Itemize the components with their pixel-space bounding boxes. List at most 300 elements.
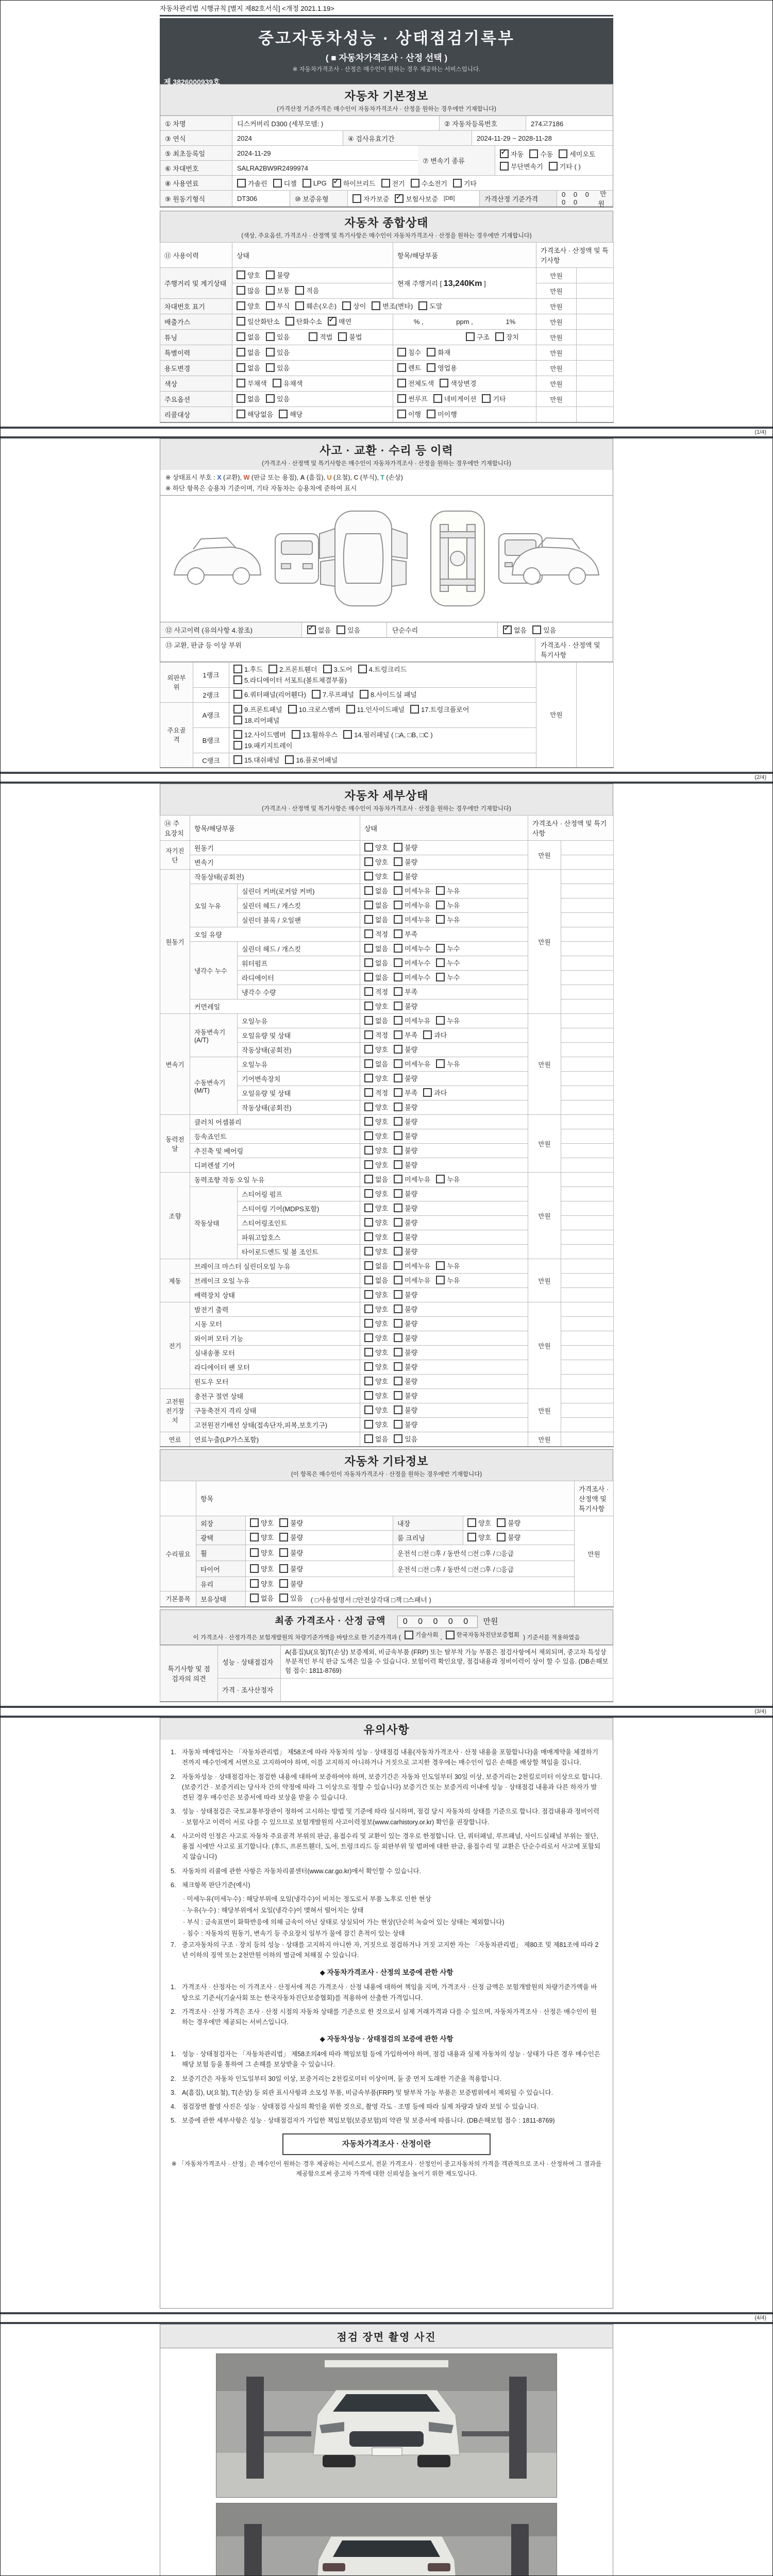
checkbox-불량: 불량 xyxy=(394,1116,417,1126)
checkbox-icon xyxy=(427,348,435,357)
checkbox-icon xyxy=(394,987,402,996)
item-label: 작동상태(공회전) xyxy=(238,1043,360,1057)
notes-cell xyxy=(561,1375,614,1389)
notice-box-title: 자동차가격조사 · 산정이란 xyxy=(282,2133,491,2155)
item-label: 디퍼렌셜 기어 xyxy=(190,1158,360,1173)
state-options xyxy=(360,1317,528,1331)
notes-cell xyxy=(561,1115,614,1129)
checkbox-icon xyxy=(364,1045,373,1054)
checkbox-icon xyxy=(427,410,435,418)
item-cell xyxy=(393,407,536,422)
checkbox-불량: 불량 xyxy=(394,1318,417,1328)
checkbox-누유: 누유 xyxy=(436,1059,460,1069)
checkbox-8.사이드실 패널: 8.사이드실 패널 xyxy=(360,689,417,699)
checkbox-icon xyxy=(250,1579,259,1588)
page-break-1 xyxy=(1,427,772,438)
checkbox-icon xyxy=(364,915,373,924)
checkbox-icon xyxy=(364,1276,373,1284)
item-label: 워터펌프 xyxy=(238,956,360,971)
state-cell xyxy=(232,361,393,376)
page-marker-1: (1/4) xyxy=(754,429,766,435)
checkbox-양호: 양호 xyxy=(364,1217,388,1227)
item-label: 휠 xyxy=(196,1545,246,1561)
checkbox-미세누유: 미세누유 xyxy=(394,1261,430,1270)
checkbox-icon xyxy=(364,1189,373,1198)
checkbox-icon xyxy=(394,1074,402,1082)
item-label: 타이로드엔드 및 볼 조인트 xyxy=(238,1245,360,1259)
vin-value: SALRA2BW9R2499974 xyxy=(232,161,418,176)
checkbox-양호: 양호 xyxy=(250,1579,274,1588)
transmission-options xyxy=(495,146,613,176)
item-label: 등속죠인트 xyxy=(190,1129,360,1144)
checkbox-icon xyxy=(237,410,245,418)
state-options xyxy=(360,1389,528,1403)
checkbox-불량: 불량 xyxy=(279,1564,303,1573)
state-options xyxy=(360,1158,528,1173)
checkbox-icon xyxy=(364,1261,373,1270)
detail-table-wrap xyxy=(160,815,613,1447)
checkbox-불량: 불량 xyxy=(394,1391,417,1400)
item-label: 원동기 xyxy=(190,841,360,855)
state-options xyxy=(360,1043,528,1057)
checkbox-icon xyxy=(394,1276,402,1284)
checkbox-icon xyxy=(394,1131,402,1140)
device-label: 자기진단 xyxy=(160,841,190,870)
checkbox-없음: 없음 xyxy=(237,347,260,357)
label: ⑧ 사용연료 xyxy=(160,176,232,191)
accident-history-row xyxy=(160,622,613,638)
checkbox-적정: 적정 xyxy=(364,1088,388,1097)
notice-item: 5. 보증에 관한 세부사항은 성능 · 상태점검자가 가입한 책임보험(보증보험)의 약관 및 보증서에 따릅니다. (DB손해보험 접수 : 1811-8769) xyxy=(171,2117,555,2125)
checkbox-icon xyxy=(364,1030,373,1039)
notes-cell xyxy=(561,841,614,855)
checkbox-icon xyxy=(411,179,419,188)
exchange-label: ⑬ 교환, 판금 등 이상 부위 xyxy=(160,638,535,662)
page-break-3 xyxy=(1,1706,772,1718)
checkbox-양호: 양호 xyxy=(364,1189,388,1198)
checkbox-없음: 없음 xyxy=(364,1275,388,1285)
device-label: 제동 xyxy=(160,1259,190,1302)
notes-cell xyxy=(561,1201,614,1216)
checkbox-icon xyxy=(466,332,475,341)
checkbox-LPG: LPG xyxy=(303,179,327,188)
checkbox-이행: 이행 xyxy=(397,409,421,419)
checkbox-icon xyxy=(440,379,448,387)
checkbox-icon xyxy=(394,973,402,981)
checkbox-icon xyxy=(364,1016,373,1025)
checkbox-부족: 부족 xyxy=(394,1030,417,1040)
notice-heading: ◆ 자동차가격조사 · 산정의 보증에 관한 사항 xyxy=(320,1968,453,1976)
state-options xyxy=(360,899,528,913)
damage-code-legend: ※ 상태표시 부호 : X (교환), W (판금 또는 용접), A (흠집), U (요철), C (부식), T (손상) ※ 하단 항목은 승용차 기준이며, 기타 자동차는 승용차에 준하여 표시 xyxy=(160,470,613,496)
simple-repair-options xyxy=(498,622,613,637)
photo-section xyxy=(160,2348,613,2576)
price-cell: 만원 xyxy=(536,392,577,407)
state-options xyxy=(360,971,528,985)
checkbox-icon xyxy=(295,286,304,295)
checkbox-icon xyxy=(266,348,275,357)
checkbox-없음: 없음 xyxy=(364,1174,388,1184)
checkbox-icon xyxy=(394,857,402,866)
checkbox-icon xyxy=(436,973,445,981)
item-label: 오일 유량 xyxy=(190,927,360,942)
rank-items xyxy=(229,687,536,702)
notice-title: 유의사항 xyxy=(363,1723,410,1736)
checkbox-icon xyxy=(364,1362,373,1371)
checkbox-icon xyxy=(328,317,337,326)
checkbox-불량: 불량 xyxy=(394,1160,417,1170)
item-label: 배력장치 상태 xyxy=(190,1288,360,1302)
checkbox-누수: 누수 xyxy=(436,972,460,982)
checkbox-불량: 불량 xyxy=(394,871,417,881)
checkbox-icon xyxy=(418,301,427,310)
price-select-note: ※ 자동차가격조사 · 산정은 매수인이 원하는 경우 제공하는 서비스입니다. xyxy=(292,66,481,73)
checkbox-icon xyxy=(323,665,332,673)
checkbox-무단변속기: 무단변속기 xyxy=(500,161,543,171)
price-cell: 만원 xyxy=(536,345,577,361)
checkbox-불량: 불량 xyxy=(394,1001,417,1011)
checkbox-불량: 불량 xyxy=(279,1579,303,1588)
summary-note: (색상, 주요옵션, 가격조사 · 산정액 및 특기사항은 매수인이 자동차가격조사 · 산정을 원하는 경우에만 기재합니다) xyxy=(241,233,532,239)
notes-cell xyxy=(561,1100,614,1115)
checkbox-15.대쉬패널: 15.대쉬패널 xyxy=(233,755,279,765)
final-price-note: 이 가격조사 · 산정가격은 보험개발원의 차량기준가액을 바탕으로 한 기준가격과 ( 기술사회 , 한국자동차진단보증협회 ) 기준서를 적용하였음 xyxy=(160,1631,613,1641)
panel-rank-table-wrap xyxy=(160,662,613,769)
checkbox-미세누유: 미세누유 xyxy=(394,900,430,910)
checkbox-icon xyxy=(279,1533,288,1541)
checkbox-icon xyxy=(346,705,355,714)
notes-cell xyxy=(561,1360,614,1375)
checkbox-보통: 보통 xyxy=(266,285,290,295)
item-label: 실린더 블록 / 오일팬 xyxy=(238,913,360,927)
checkbox-icon xyxy=(250,1564,259,1573)
checkbox-양호: 양호 xyxy=(250,1532,274,1542)
checkbox-icon xyxy=(394,1377,402,1385)
engine-type-value: DT306 xyxy=(232,191,290,207)
car-damage-diagram-wrap xyxy=(160,496,613,622)
checkbox-icon xyxy=(405,1631,413,1639)
checkbox-icon xyxy=(250,1518,259,1527)
basic-info-note: (가격산정 기준가격은 매수인이 자동차가격조사 · 산정을 원하는 경우에만 기재합니다) xyxy=(277,106,496,112)
checkbox-icon xyxy=(394,872,402,880)
state-options xyxy=(360,870,528,884)
etc-title: 자동차 기타정보 xyxy=(344,1455,429,1468)
notes-cell xyxy=(561,1259,614,1274)
checkbox-16.플로어패널: 16.플로어패널 xyxy=(285,755,338,765)
checkbox-불량: 불량 xyxy=(394,1304,417,1314)
item-label: 작동상태(공회전) xyxy=(190,870,360,884)
state-options xyxy=(360,1403,528,1418)
notes-cell xyxy=(577,392,614,407)
checkbox-없음: 없음 xyxy=(237,363,260,372)
checkbox-구조: 구조 xyxy=(466,332,490,342)
opinion-table xyxy=(160,1645,613,1703)
checkbox-icon xyxy=(364,1088,373,1097)
notes-cell xyxy=(561,942,614,956)
item-label: 발전기 출력 xyxy=(190,1302,360,1317)
label: ⑤ 최초등록일 xyxy=(160,146,232,161)
item-label: 작동상태(공회전) xyxy=(238,1100,360,1115)
notes-cell xyxy=(561,1274,614,1288)
checkbox-icon xyxy=(364,1377,373,1385)
state-options xyxy=(360,1100,528,1115)
checkbox-양호: 양호 xyxy=(364,1145,388,1155)
item-label: 룸 크리닝 xyxy=(393,1531,463,1545)
checkbox-icon xyxy=(352,194,361,203)
notes-cell xyxy=(561,956,614,971)
item-cell xyxy=(393,330,536,345)
checkbox-icon xyxy=(233,755,242,764)
item-label: 커먼레일 xyxy=(190,999,360,1014)
checkbox-icon xyxy=(467,1533,476,1541)
checkbox-불량: 불량 xyxy=(266,270,290,280)
checkbox-누유: 누유 xyxy=(436,900,460,910)
state-options xyxy=(360,1259,528,1274)
item-label: 유리 xyxy=(196,1577,246,1591)
checkbox-icon xyxy=(394,1290,402,1299)
checkbox-7.루프패널: 7.루프패널 xyxy=(312,689,354,699)
first-reg-value: 2024-11-29 xyxy=(232,146,418,161)
rank-items xyxy=(229,753,536,768)
checkbox-icon xyxy=(364,1175,373,1183)
checkbox-양호: 양호 xyxy=(364,1001,388,1011)
checkbox-icon xyxy=(309,332,317,341)
damage-code-X: X xyxy=(217,473,222,481)
state-options xyxy=(360,942,528,956)
price-cell: 만원 xyxy=(528,1014,561,1115)
checkbox-양호: 양호 xyxy=(364,1333,388,1343)
checkbox-양호: 양호 xyxy=(364,1391,388,1400)
notes-cell xyxy=(577,407,614,422)
item-cell xyxy=(393,345,536,361)
checkbox-불량: 불량 xyxy=(394,1419,417,1429)
checkbox-icon xyxy=(497,1533,506,1541)
checkbox-icon xyxy=(364,1420,373,1429)
checkbox-미세누수: 미세누수 xyxy=(394,958,430,968)
checkbox-icon xyxy=(394,958,402,967)
notice-band xyxy=(160,1718,613,1740)
checkbox-icon xyxy=(338,332,347,341)
accident-history-options xyxy=(302,622,387,637)
checkbox-누유: 누유 xyxy=(436,1015,460,1025)
price-cell: 만원 xyxy=(528,1173,561,1259)
notes-cell xyxy=(561,899,614,913)
year-value: 2024 xyxy=(232,131,343,146)
checkbox-부식: 부식 xyxy=(266,301,290,311)
checkbox-icon xyxy=(394,886,402,895)
device-label: 전기 xyxy=(160,1302,190,1389)
price-cell: 만원 xyxy=(536,330,577,345)
item-label: 충전구 절연 상태 xyxy=(190,1389,360,1403)
notes-cell xyxy=(561,1288,614,1302)
checkbox-색상변경: 색상변경 xyxy=(440,378,476,388)
document-number: 제 3826000939호 xyxy=(164,78,220,86)
checkbox-양호: 양호 xyxy=(364,1376,388,1386)
checkbox-icon xyxy=(394,1160,402,1169)
checkbox-6.쿼터패널(리어휀다): 6.쿼터패널(리어휀다) xyxy=(233,689,306,699)
state-options xyxy=(360,1360,528,1375)
checkbox-불법: 불법 xyxy=(338,332,362,342)
checkbox-변조(변타): 변조(변타) xyxy=(372,301,413,311)
checkbox-수소전기: 수소전기 xyxy=(411,178,447,188)
checkbox-icon xyxy=(394,1189,402,1198)
label: ⑦ 변속기 종류 xyxy=(418,146,495,176)
checkbox-icon xyxy=(394,1362,402,1371)
checkbox-icon xyxy=(364,1059,373,1068)
checkbox-icon xyxy=(273,179,282,188)
checkbox-없음: 없음 xyxy=(364,1434,388,1444)
checkbox-icon xyxy=(394,901,402,909)
state-options xyxy=(360,1201,528,1216)
summary-table-wrap xyxy=(160,242,613,423)
subgroup-label: 수동변속기 (M/T) xyxy=(190,1057,238,1115)
item-label: 브레이크 오일 누유 xyxy=(190,1274,360,1288)
checkbox-icon xyxy=(279,1579,288,1588)
item-label: 클러치 어셈블리 xyxy=(190,1115,360,1129)
checkbox-icon xyxy=(364,1117,373,1126)
checkbox-icon xyxy=(237,270,245,279)
checkbox-icon xyxy=(360,690,368,699)
price-header: 가격조사 · 산정액 및 특기사항 xyxy=(541,641,600,659)
notice-subitem: · 부식 : 금속표면이 화학반응에 의해 금속이 아닌 상태로 상실되어 가는 현상(단순히 녹슬어 있는 상태는 제외합니다) xyxy=(183,1918,505,1926)
checkbox-양호: 양호 xyxy=(364,871,388,881)
checkbox-미세누유: 미세누유 xyxy=(394,1275,430,1285)
checkbox-상이: 상이 xyxy=(342,301,366,311)
checkbox-양호: 양호 xyxy=(364,842,388,852)
page-title: 중고자동차성능 · 상태점검기록부 xyxy=(258,29,515,47)
etc-band xyxy=(160,1449,613,1481)
rank-label: B랭크 xyxy=(193,727,229,753)
warranty-options xyxy=(348,191,480,207)
checkbox-양호: 양호 xyxy=(250,1518,274,1528)
inspector-label: 성능 · 상태점검자 xyxy=(218,1645,281,1678)
notes-cell xyxy=(561,985,614,999)
use-history-label: 튜닝 xyxy=(160,330,232,345)
checkbox-icon xyxy=(397,363,406,372)
state-options xyxy=(360,1331,528,1346)
checkbox-icon xyxy=(549,162,558,171)
item-label: 내장 xyxy=(393,1516,463,1531)
notes-cell xyxy=(577,345,614,361)
checkbox-icon xyxy=(364,1160,373,1169)
checkbox-icon xyxy=(233,675,242,684)
rank-label: A랭크 xyxy=(193,702,229,727)
checkbox-icon xyxy=(394,1434,402,1443)
item-label: 변속기 xyxy=(190,855,360,870)
checkbox-양호: 양호 xyxy=(364,1116,388,1126)
checkbox-양호: 양호 xyxy=(364,1246,388,1256)
state-options xyxy=(360,1086,528,1100)
checkbox-icon xyxy=(423,1088,432,1097)
notes-cell xyxy=(561,1158,614,1173)
checkbox-icon xyxy=(364,929,373,938)
notes-cell xyxy=(561,855,614,870)
state-options xyxy=(360,841,528,855)
checkbox-icon xyxy=(446,1631,455,1639)
checkbox-icon xyxy=(337,625,345,634)
item-label: 연료누출(LP가스포함) xyxy=(190,1432,360,1447)
checkbox-icon xyxy=(250,1533,259,1541)
checkbox-불량: 불량 xyxy=(394,1232,417,1242)
subgroup-label: 냉각수 누수 xyxy=(190,942,238,999)
checkbox-불량: 불량 xyxy=(394,1203,417,1213)
inspection-period-value: 2024-11-29 ~ 2028-11-28 xyxy=(472,131,613,146)
checkbox-양호: 양호 xyxy=(364,1203,388,1213)
state-cell xyxy=(232,407,393,422)
checkbox-14.필러패널 ( □A, □B, □C ): 14.필러패널 ( □A, □B, □C ) xyxy=(343,730,433,739)
checkbox-미세누수: 미세누수 xyxy=(394,972,430,982)
checkbox-보험사보증: ✓ 보험사보증 xyxy=(395,194,438,204)
state-options xyxy=(360,1014,528,1028)
notice-footnote: ※ 「자동차가격조사 · 산정」은 매수인이 원하는 경우 제공하는 서비스로서, 전문 가격조사 · 산정인이 중고자동차의 가격을 객관적으로 조사 · 산정하여 그 결과를 제공함으로써 중고차 가격에 대한 신뢰성을 높이기 위한 제도입니다. xyxy=(171,2160,602,2178)
state-options xyxy=(360,913,528,927)
device-label: 변속기 xyxy=(160,1014,190,1115)
checkbox-icon xyxy=(436,1059,445,1068)
page-marker-2: (2/4) xyxy=(754,774,766,781)
checkbox-icon xyxy=(364,1204,373,1212)
checkbox-icon xyxy=(482,394,491,403)
device-label: 고전원전기장치 xyxy=(160,1389,190,1432)
checkbox-icon xyxy=(237,317,245,326)
state-options xyxy=(360,1187,528,1201)
checkbox-있음: 있음 xyxy=(394,1434,417,1444)
checkbox-icon xyxy=(394,1030,402,1039)
checkbox-icon xyxy=(233,730,242,739)
notes-cell xyxy=(561,870,614,884)
checkbox-icon xyxy=(436,1175,445,1183)
checkbox-양호: 양호 xyxy=(250,1564,274,1573)
state-cell xyxy=(232,345,393,361)
inspection-photo-front xyxy=(216,2353,557,2498)
checkbox-있음: 있음 xyxy=(266,332,290,342)
checkbox-과다: 과다 xyxy=(423,1088,447,1097)
state-options xyxy=(360,1057,528,1072)
use-history-label: 주요옵션 xyxy=(160,392,232,407)
checkbox-icon xyxy=(266,332,275,341)
item-label: 고전원전기배선 상태(접속단자,피복,보호기구) xyxy=(190,1418,360,1432)
checkbox-icon xyxy=(394,1420,402,1429)
checkbox-icon xyxy=(427,363,435,372)
checkbox-10.크로스멤버: 10.크로스멤버 xyxy=(288,704,341,714)
notice-subitem: · 누유(누수) : 해당부위에서 오일(냉각수)이 맺혀서 떨어지는 상태 xyxy=(183,1907,364,1914)
checkbox-있음: 있음 xyxy=(337,625,360,635)
checkbox-icon xyxy=(364,1131,373,1140)
state-options xyxy=(360,1144,528,1158)
use-history-label: 용도변경 xyxy=(160,361,232,376)
item-label: 오일누유 xyxy=(238,1057,360,1072)
checkbox-icon xyxy=(436,958,445,967)
price-cell: 만원 xyxy=(528,870,561,1014)
rank-items xyxy=(229,702,536,727)
checkbox-없음: 없음 xyxy=(364,1015,388,1025)
checkbox-적정: 적정 xyxy=(364,929,388,939)
item-label: 실린더 헤드 / 개스킷 xyxy=(238,942,360,956)
checkbox-불량: 불량 xyxy=(394,1131,417,1141)
checkbox-세미오토: 세미오토 xyxy=(559,149,595,159)
item-label: 냉각수 수량 xyxy=(238,985,360,999)
checkbox-icon xyxy=(394,1304,402,1313)
checkbox-icon xyxy=(364,958,373,967)
rank-items xyxy=(229,662,536,687)
checkbox-불량: 불량 xyxy=(394,1333,417,1343)
checkbox-icon xyxy=(559,149,567,158)
checkbox-장치: 장치 xyxy=(495,332,519,342)
checkbox-icon xyxy=(237,286,245,295)
checkbox-icon xyxy=(285,755,294,764)
checkbox-한국자동차진단보증협회: 한국자동차진단보증협회 xyxy=(446,1631,519,1639)
checkbox-icon xyxy=(394,843,402,852)
checkbox-누유: 누유 xyxy=(436,1261,460,1270)
